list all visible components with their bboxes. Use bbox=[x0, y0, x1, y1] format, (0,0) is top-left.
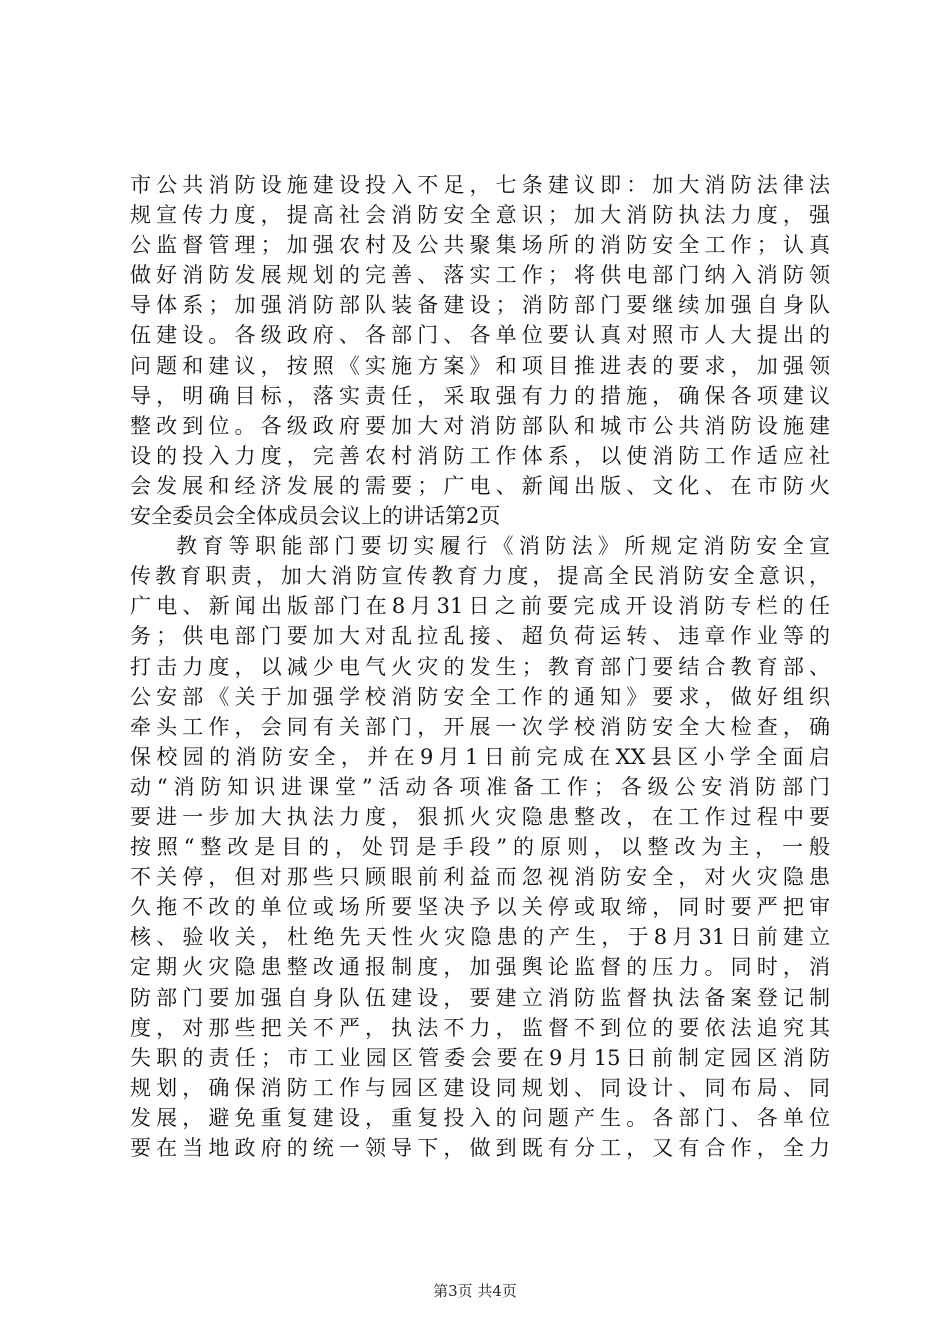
text-line: 传教育职责，加大消防宣传教育力度，提高全民消防安全意识， bbox=[130, 564, 830, 589]
text-line: 发展，避免重复建设，重复投入的问题产生。各部门、各单位 bbox=[130, 1105, 830, 1130]
text-line: 定期火灾隐患整改通报制度，加强舆论监督的压力。同时，消 bbox=[130, 955, 830, 980]
text-line: 防部门要加强自身队伍建设，要建立消防监督执法备案登记制 bbox=[130, 985, 830, 1010]
text-line: 做好消防发展规划的完善、落实工作；将供电部门纳入消防领 bbox=[130, 263, 830, 288]
text-line: 核、验收关，杜绝先天性火灾隐患的产生，于8月31日前建立 bbox=[130, 925, 830, 950]
text-line: 规划，确保消防工作与园区建设同规划、同设计、同布局、同 bbox=[130, 1075, 830, 1100]
text-line: 设的投入力度，完善农村消防工作体系，以使消防工作适应社 bbox=[130, 443, 830, 468]
text-line: 度，对那些把关不严，执法不力，监督不到位的要依法追究其 bbox=[130, 1015, 830, 1040]
text-line: 久拖不改的单位或场所要坚决予以关停或取缔，同时要严把审 bbox=[130, 895, 830, 920]
page-footer bbox=[0, 1280, 950, 1301]
text-line: 公监督管理；加强农村及公共聚集场所的消防安全工作；认真 bbox=[130, 233, 830, 258]
text-line: 广电、新闻出版部门在8月31日之前要完成开设消防专栏的任 bbox=[130, 594, 830, 619]
text-line: 教育等职能部门要切实履行《消防法》所规定消防安全宣 bbox=[176, 534, 830, 559]
text-line: 导，明确目标，落实责任，采取强有力的措施，确保各项建议 bbox=[130, 383, 830, 408]
text-line: 安全委员会全体成员会议上的讲话第2页 bbox=[130, 504, 501, 529]
text-line: 市公共消防设施建设投入不足，七条建议即：加大消防法律法 bbox=[130, 173, 830, 197]
text-line: 规宣传力度，提高社会消防安全意识；加大消防执法力度，强 bbox=[130, 203, 830, 228]
text-line: 要进一步加大执法力度，狠抓火灾隐患整改，在工作过程中要 bbox=[130, 804, 830, 829]
text-line: 失职的责任；市工业园区管委会要在9月15日前制定园区消防 bbox=[130, 1045, 830, 1070]
text-line: 不关停，但对那些只顾眼前利益而忽视消防安全，对火灾隐患 bbox=[130, 865, 830, 890]
text-line: 保校园的消防安全，并在9月1日前完成在XX县区小学全面启 bbox=[130, 744, 830, 769]
text-line: 动“消防知识进课堂”活动各项准备工作；各级公安消防部门 bbox=[130, 774, 830, 799]
text-line: 公安部《关于加强学校消防安全工作的通知》要求，做好组织 bbox=[130, 684, 830, 709]
text-line: 会发展和经济发展的需要；广电、新闻出版、文化、在市防火 bbox=[130, 473, 830, 498]
text-line: 务；供电部门要加大对乱拉乱接、超负荷运转、违章作业等的 bbox=[130, 624, 830, 649]
text-line: 整改到位。各级政府要加大对消防部队和城市公共消防设施建 bbox=[130, 413, 830, 438]
page-number-label: 第3页 共4页 bbox=[433, 1282, 517, 1300]
text-line: 打击力度，以减少电气火灾的发生；教育部门要结合教育部、 bbox=[130, 654, 830, 679]
text-line: 牵头工作，会同有关部门，开展一次学校消防安全大检查，确 bbox=[130, 714, 830, 739]
text-line: 导体系；加强消防部队装备建设；消防部门要继续加强自身队 bbox=[130, 293, 830, 318]
text-line: 按照“整改是目的，处罚是手段”的原则，以整改为主，一般 bbox=[130, 835, 830, 860]
document-body bbox=[130, 170, 830, 1163]
text-line: 要在当地政府的统一领导下，做到既有分工，又有合作，全力 bbox=[130, 1136, 830, 1160]
text-line: 伍建设。各级政府、各部门、各单位要认真对照市人大提出的 bbox=[130, 323, 830, 348]
text-line: 问题和建议，按照《实施方案》和项目推进表的要求，加强领 bbox=[130, 353, 830, 378]
